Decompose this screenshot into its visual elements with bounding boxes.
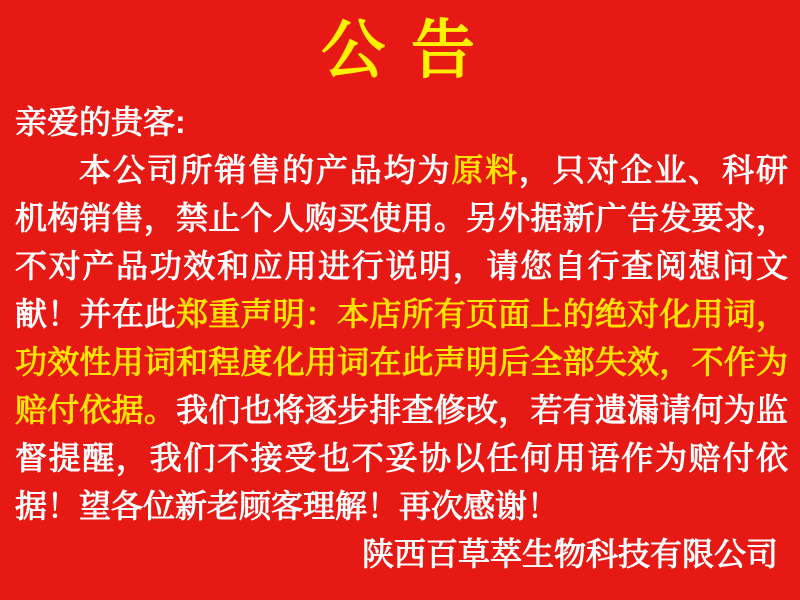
paragraph-line-5 [15,338,788,386]
company-name: 陕西百草萃生物科技有限公司 [361,536,778,572]
paragraph-line-1 [15,146,788,194]
text-segment: 督提醒，我们不接受也不妥协以任何用语作为赔付依 [15,440,788,476]
text-segment: 献！并在此 [15,296,177,332]
paragraph-line-4 [15,290,788,338]
text-segment: 本公司所销售的产品均为 [79,152,452,188]
notice-title: 公 告 [321,14,479,86]
text-segment: 机构销售，禁止个人购买使用。另外据新广告发要求， [15,200,788,236]
text-segment: 不对产品功效和应用进行说明，请您自行查阅想问文 [15,248,788,284]
salutation-line [15,98,788,146]
paragraph-line-3 [15,242,788,290]
highlighted-text: 郑重声明：本店所有页面上的绝对化用词， [176,296,788,332]
signature-line [15,530,788,578]
salutation-text: 亲爱的贵客: [15,104,186,140]
text-segment: 据！望各位新老顾客理解！再次感谢！ [15,488,560,524]
paragraph-line-2 [15,194,788,242]
text-segment: 我们也将逐步排查修改，若有遗漏请何为监 [176,392,788,428]
paragraph-line-6 [15,386,788,434]
highlighted-text: 原料 [451,152,520,188]
paragraph-line-8 [15,482,788,530]
text-segment: ，只对企业、科研 [519,152,788,188]
notice-body [0,98,800,578]
highlighted-text: 功效性用词和程度化用词在此声明后全部失效，不作为 [15,344,788,380]
highlighted-text: 赔付依据。 [15,392,177,428]
paragraph-line-7 [15,434,788,482]
